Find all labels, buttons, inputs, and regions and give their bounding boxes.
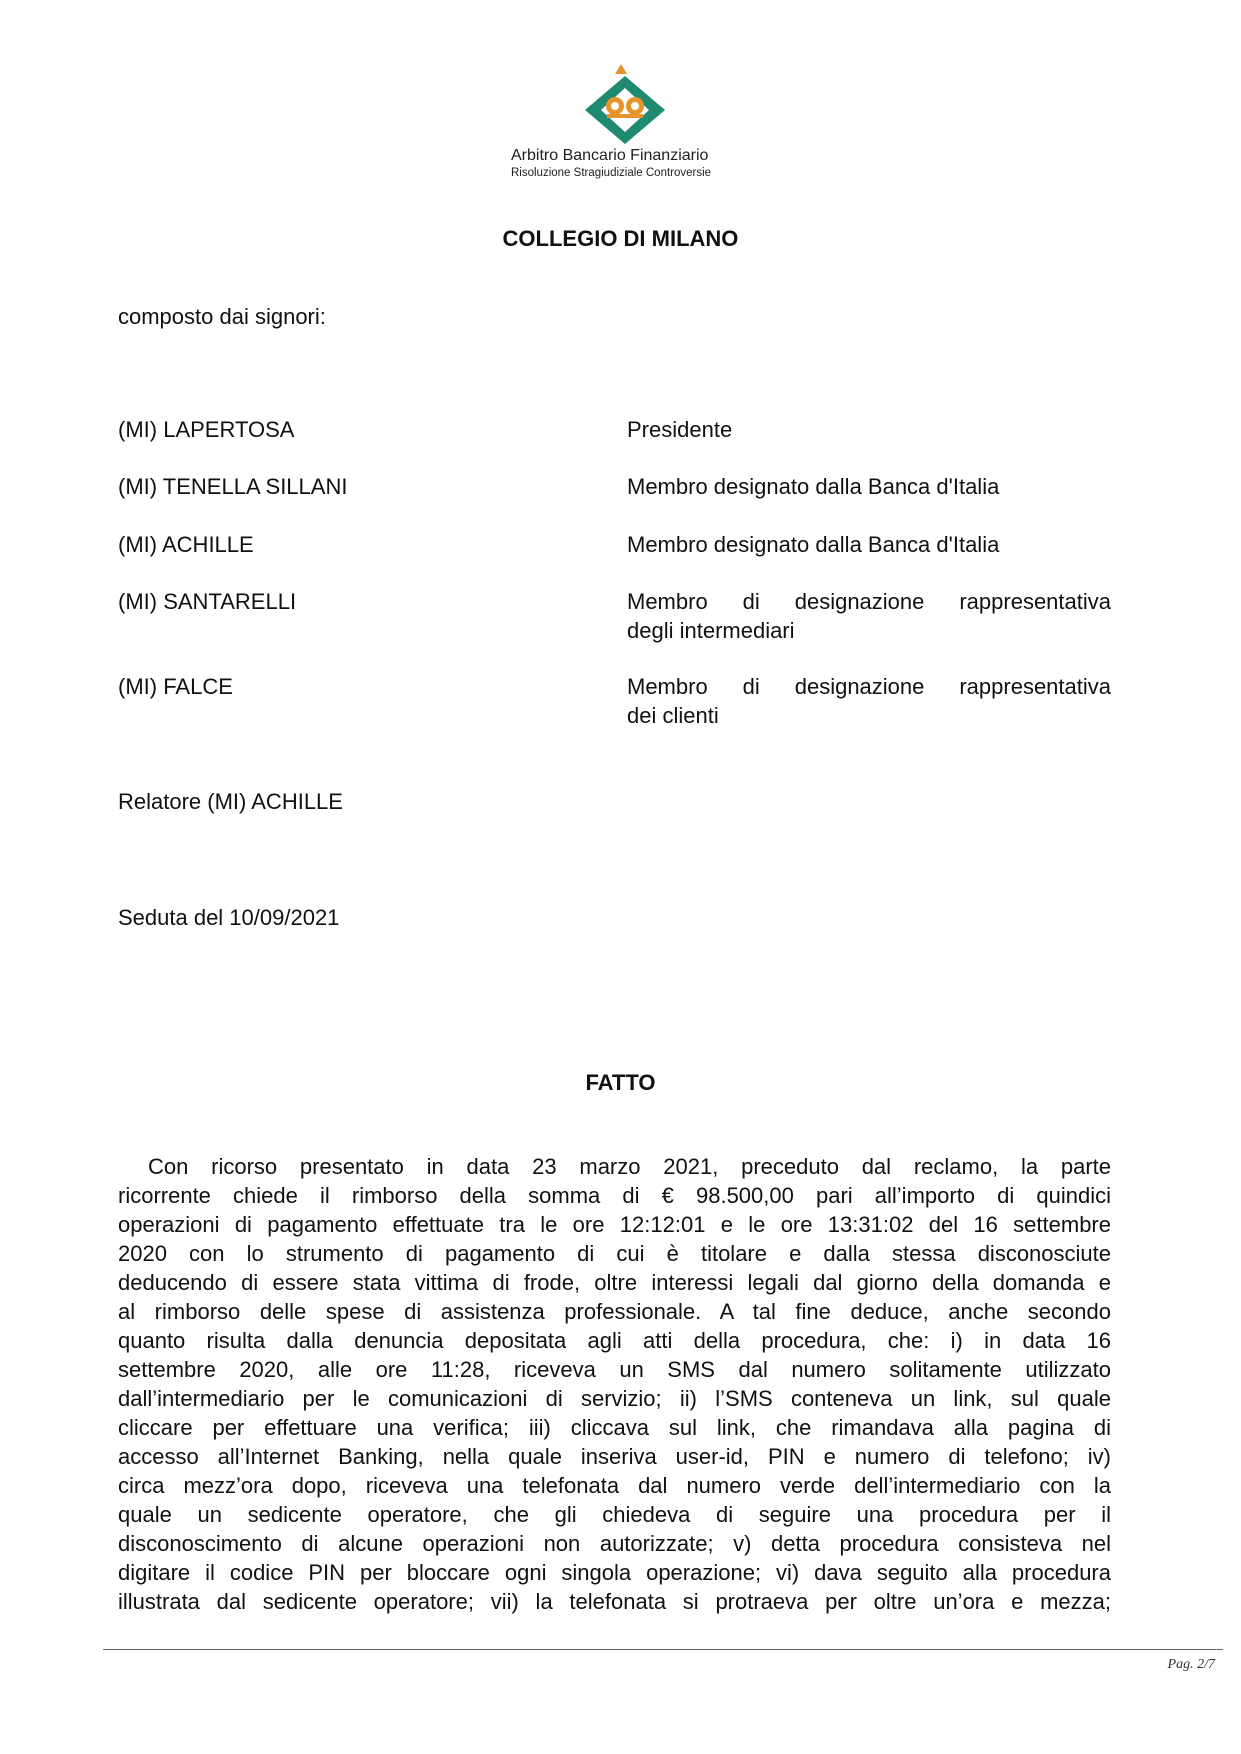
paragraph-line: dall’intermediario per le comunicazioni di servizio; ii) l’SMS conteneva un link, sul quale bbox=[118, 1386, 1111, 1411]
abf-logo bbox=[505, 64, 745, 184]
paragraph-line: disconoscimento di alcune operazioni non autorizzate; v) detta procedura consisteva nel bbox=[118, 1531, 1111, 1556]
paragraph-line: al rimborso delle spese di assistenza professionale. A tal fine deduce, anche secondo bbox=[118, 1299, 1111, 1324]
member-role-continued: degli intermediari bbox=[627, 618, 795, 643]
member-role-continued: dei clienti bbox=[627, 703, 719, 728]
paragraph-line: quale un sedicente operatore, che gli chiedeva di seguire una procedura per il bbox=[118, 1502, 1111, 1527]
paragraph-line: accesso all’Internet Banking, nella quale inseriva user-id, PIN e numero di telefono; iv) bbox=[118, 1444, 1111, 1469]
abf-logo-icon bbox=[577, 64, 673, 146]
document-title: COLLEGIO DI MILANO bbox=[502, 226, 739, 251]
paragraph-line: circa mezz’ora dopo, riceveva una telefonata dal numero verde dell’intermediario con la bbox=[118, 1473, 1111, 1498]
paragraph-line: illustrata dal sedicente operatore; vii) la telefonata si protraeva per oltre un’ora e mezza; bbox=[118, 1589, 1111, 1614]
intro-text: composto dai signori: bbox=[118, 304, 326, 329]
seduta: Seduta del 10/09/2021 bbox=[118, 905, 340, 930]
body-paragraph bbox=[118, 1152, 1111, 1616]
footer-divider bbox=[103, 1649, 1223, 1650]
member-name: (MI) TENELLA SILLANI bbox=[118, 474, 348, 499]
page-number: Pag. 2/7 bbox=[1167, 1657, 1215, 1672]
relatore: Relatore (MI) ACHILLE bbox=[118, 789, 343, 814]
member-role: Membro di designazione rappresentativa bbox=[627, 674, 1111, 699]
paragraph-line: settembre 2020, alle ore 11:28, riceveva un SMS dal numero solitamente utilizzato bbox=[118, 1357, 1111, 1382]
member-role: Presidente bbox=[627, 417, 733, 442]
logo-title: Arbitro Bancario Finanziario bbox=[511, 147, 709, 164]
member-role: Membro di designazione rappresentativa bbox=[627, 589, 1111, 614]
logo-subtitle: Risoluzione Stragiudiziale Controversie bbox=[511, 167, 712, 179]
member-name: (MI) ACHILLE bbox=[118, 532, 254, 557]
paragraph-line: cliccare per effettuare una verifica; iii) cliccava sul link, che rimandava alla pagina di bbox=[118, 1415, 1111, 1440]
member-name: (MI) SANTARELLI bbox=[118, 589, 297, 614]
paragraph-line: digitare il codice PIN per bloccare ogni singola operazione; vi) dava seguito alla procedura bbox=[118, 1560, 1111, 1585]
member-name: (MI) FALCE bbox=[118, 674, 233, 699]
paragraph-line: deducendo di essere stata vittima di frode, oltre interessi legali dal giorno della domanda e bbox=[118, 1270, 1111, 1295]
member-role: Membro designato dalla Banca d'Italia bbox=[627, 474, 1000, 499]
section-title: FATTO bbox=[585, 1070, 656, 1095]
member-role: Membro designato dalla Banca d'Italia bbox=[627, 532, 1000, 557]
paragraph-line: Con ricorso presentato in data 23 marzo 2021, preceduto dal reclamo, la parte bbox=[148, 1154, 1111, 1179]
paragraph-line: operazioni di pagamento effettuate tra le ore 12:12:01 e le ore 13:31:02 del 16 settembre bbox=[118, 1212, 1111, 1237]
paragraph-line: 2020 con lo strumento di pagamento di cui è titolare e dalla stessa disconosciute bbox=[118, 1241, 1111, 1266]
paragraph-line: ricorrente chiede il rimborso della somma di € 98.500,00 pari all’importo di quindici bbox=[118, 1183, 1111, 1208]
member-name: (MI) LAPERTOSA bbox=[118, 417, 295, 442]
paragraph-line: quanto risulta dalla denuncia depositata agli atti della procedura, che: i) in data 16 bbox=[118, 1328, 1111, 1353]
